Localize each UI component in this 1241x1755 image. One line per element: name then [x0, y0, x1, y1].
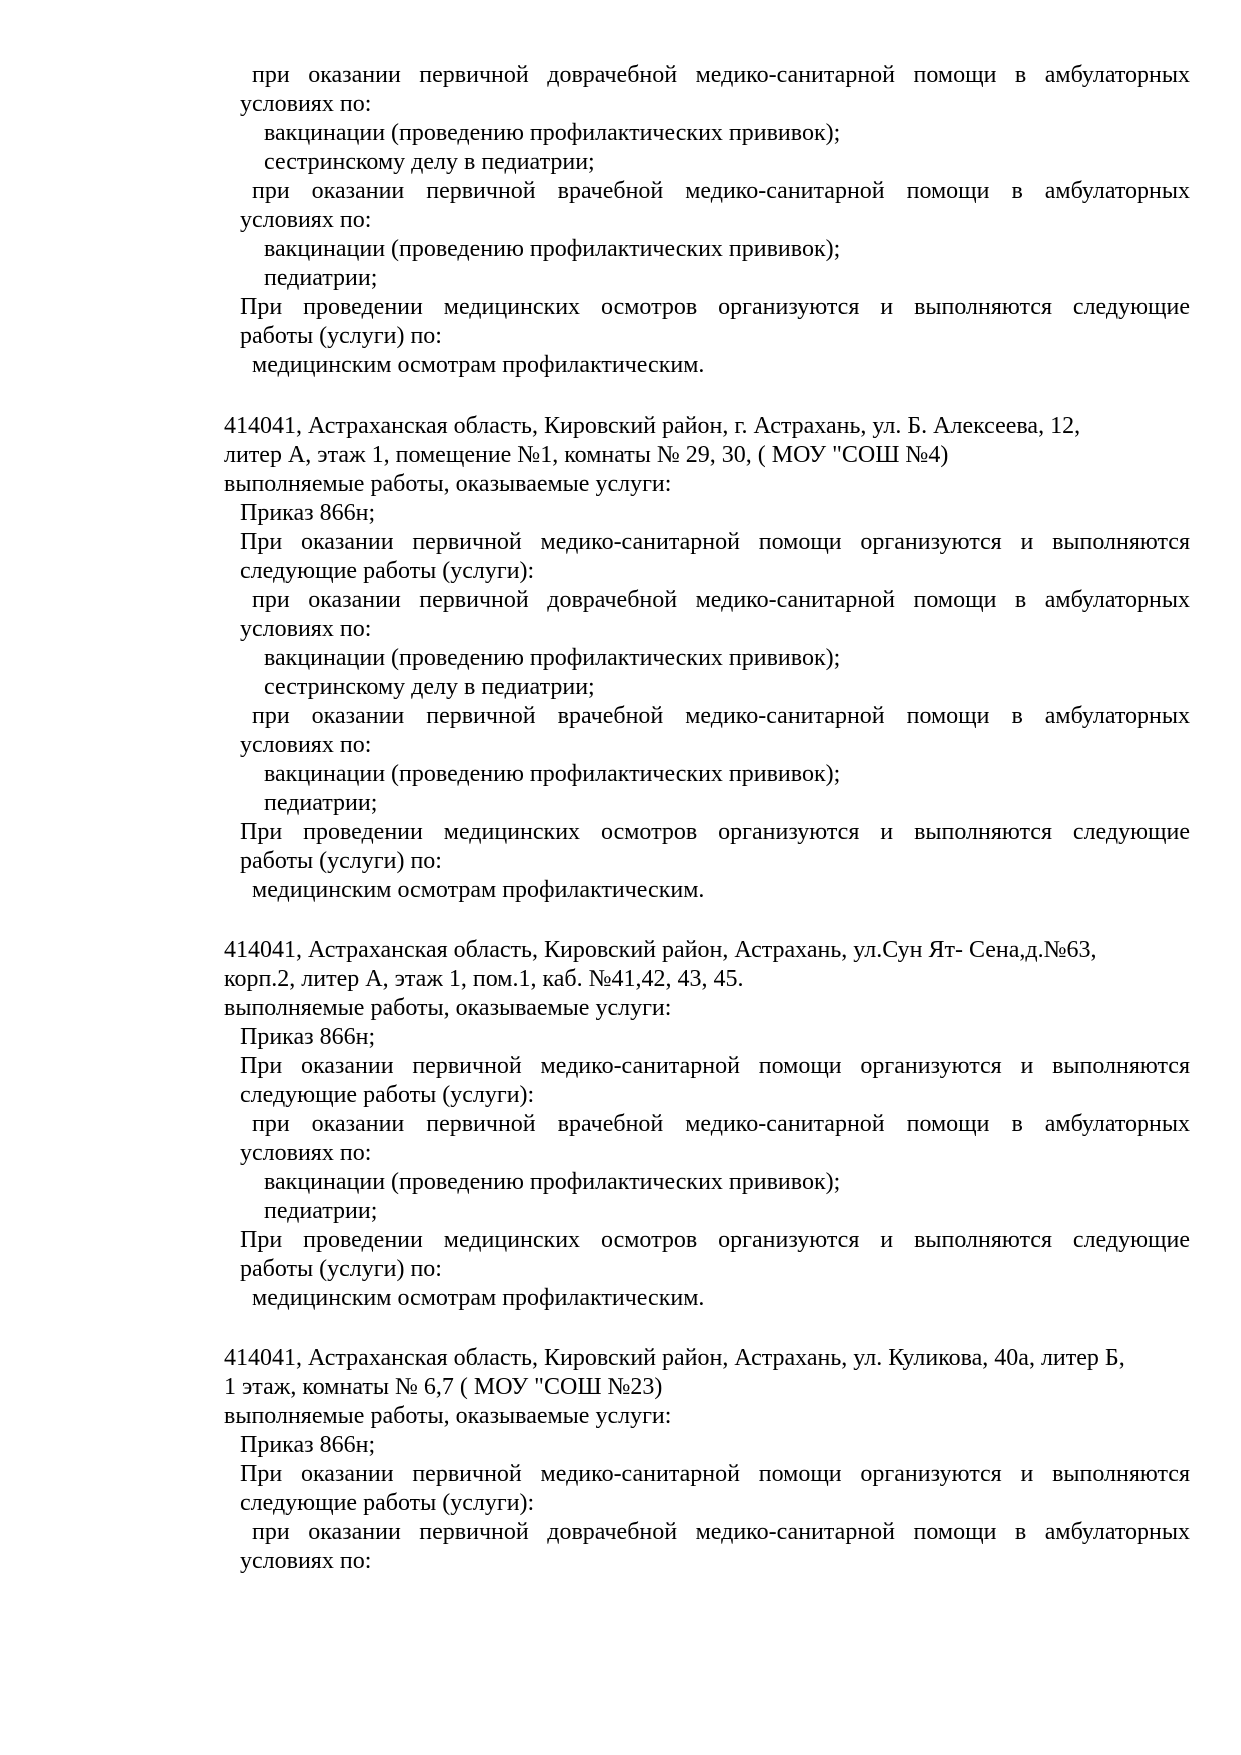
doc-line: вакцинации (проведению профилактических прививок);: [264, 761, 841, 787]
works-heading: выполняемые работы, оказываемые услуги:: [224, 995, 672, 1021]
doc-line: вакцинации (проведению профилактических прививок);: [264, 120, 841, 146]
address-line: 1 этаж, комнаты № 6,7 ( МОУ "СОШ №23): [224, 1374, 663, 1400]
works-heading: выполняемые работы, оказываемые услуги:: [224, 471, 672, 497]
doc-line: При проведении медицинских осмотров организуются и выполняются следующие: [240, 1227, 1190, 1253]
doc-line: педиатрии;: [264, 265, 378, 291]
doc-line: следующие работы (услуги):: [240, 558, 535, 584]
doc-line: следующие работы (услуги):: [240, 1082, 535, 1108]
doc-line: условиях по:: [240, 1140, 372, 1166]
doc-line: при оказании первичной доврачебной медико-санитарной помощи в амбулаторных: [252, 62, 1190, 88]
doc-line: при оказании первичной врачебной медико-санитарной помощи в амбулаторных: [252, 703, 1190, 729]
doc-line: условиях по:: [240, 91, 372, 117]
doc-line: При проведении медицинских осмотров организуются и выполняются следующие: [240, 819, 1190, 845]
works-heading: выполняемые работы, оказываемые услуги:: [224, 1403, 672, 1429]
order-line: Приказ 866н;: [240, 500, 376, 526]
doc-line: работы (услуги) по:: [240, 848, 442, 874]
doc-line: При оказании первичной медико-санитарной помощи организуются и выполняются: [240, 1461, 1190, 1487]
doc-line: При оказании первичной медико-санитарной помощи организуются и выполняются: [240, 1053, 1190, 1079]
doc-line: вакцинации (проведению профилактических прививок);: [264, 1169, 841, 1195]
doc-line: при оказании первичной врачебной медико-санитарной помощи в амбулаторных: [252, 178, 1190, 204]
doc-line: При проведении медицинских осмотров организуются и выполняются следующие: [240, 294, 1190, 320]
doc-line: педиатрии;: [264, 790, 378, 816]
address-line: 414041, Астраханская область, Кировский район, Астрахань, ул. Куликова, 40а, литер Б,: [224, 1345, 1125, 1371]
doc-line: следующие работы (услуги):: [240, 1490, 535, 1516]
doc-line: сестринскому делу в педиатрии;: [264, 674, 595, 700]
address-line: литер А, этаж 1, помещение №1, комнаты № 29, 30, ( МОУ "СОШ №4): [224, 442, 949, 468]
doc-line: сестринскому делу в педиатрии;: [264, 149, 595, 175]
doc-line: работы (услуги) по:: [240, 1256, 442, 1282]
doc-line: условиях по:: [240, 1548, 372, 1574]
doc-line: при оказании первичной доврачебной медико-санитарной помощи в амбулаторных: [252, 587, 1190, 613]
doc-line: условиях по:: [240, 207, 372, 233]
address-line: 414041, Астраханская область, Кировский район, г. Астрахань, ул. Б. Алексеева, 12,: [224, 413, 1081, 439]
doc-line: медицинским осмотрам профилактическим.: [252, 877, 705, 903]
doc-line: при оказании первичной доврачебной медико-санитарной помощи в амбулаторных: [252, 1519, 1190, 1545]
doc-line: вакцинации (проведению профилактических прививок);: [264, 645, 841, 671]
order-line: Приказ 866н;: [240, 1432, 376, 1458]
doc-line: При оказании первичной медико-санитарной помощи организуются и выполняются: [240, 529, 1190, 555]
doc-line: педиатрии;: [264, 1198, 378, 1224]
address-line: корп.2, литер А, этаж 1, пом.1, каб. №41,42, 43, 45.: [224, 966, 744, 992]
doc-line: вакцинации (проведению профилактических прививок);: [264, 236, 841, 262]
order-line: Приказ 866н;: [240, 1024, 376, 1050]
doc-line: условиях по:: [240, 616, 372, 642]
address-line: 414041, Астраханская область, Кировский район, Астрахань, ул.Сун Ят- Сена,д.№63,: [224, 937, 1097, 963]
doc-line: медицинским осмотрам профилактическим.: [252, 1285, 705, 1311]
doc-line: при оказании первичной врачебной медико-санитарной помощи в амбулаторных: [252, 1111, 1190, 1137]
doc-line: условиях по:: [240, 732, 372, 758]
doc-line: работы (услуги) по:: [240, 323, 442, 349]
doc-line: медицинским осмотрам профилактическим.: [252, 352, 705, 378]
